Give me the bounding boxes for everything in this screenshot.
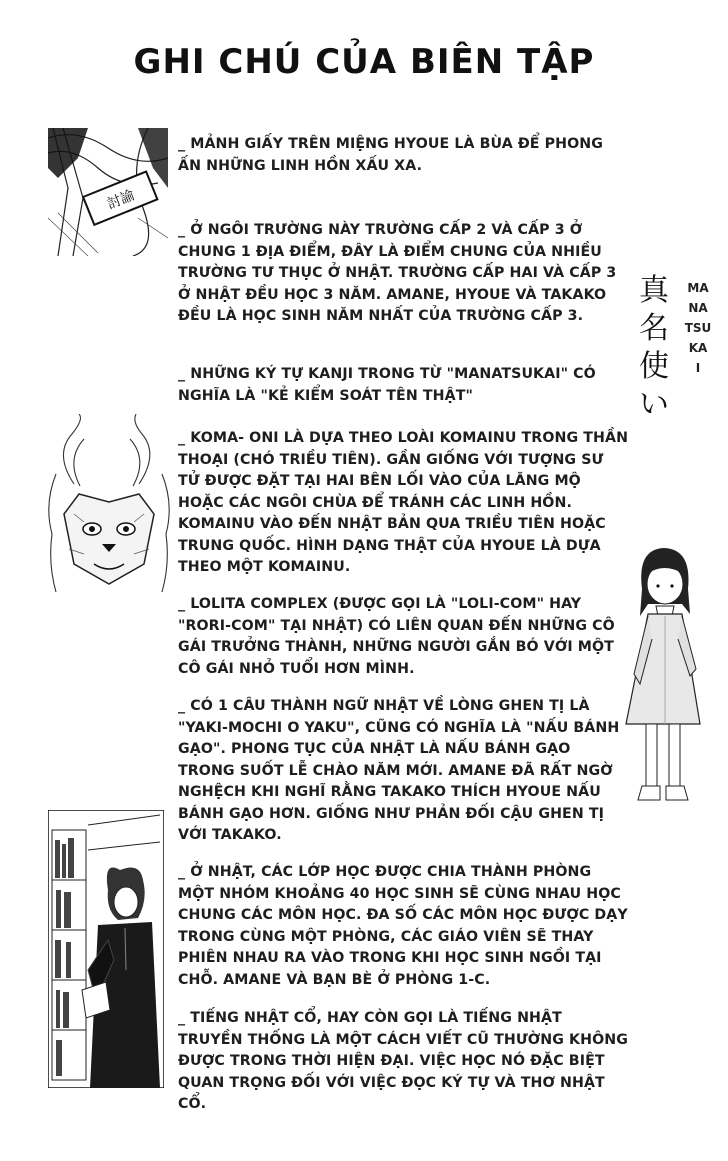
note-school-system: _ Ở NGÔI TRƯỜNG NÀY TRƯỜNG CẤP 2 VÀ CẤP 3 Ở CHUNG 1 ĐỊA ĐIỂM, ĐÂY LÀ ĐIỂM CHUNG CỦA NHIỀU TRƯỜNG TƯ THỤC Ở NHẬT. TRƯỜNG CẤP HAI VÀ CẤP 3 Ở NHẬT ĐỀU HỌC 3 NĂM. AMANE, HYOUE VÀ TAKAKO ĐỀU LÀ HỌC SINH NĂM NHẤT CỦA TRƯỜNG CẤP 3. [178,222,617,324]
svg-text:討諭: 討諭 [105,187,137,213]
manatsukai-romaji: MA NA TSU KA I [684,281,712,375]
note-lolita-complex: _ LOLITA COMPLEX (ĐƯỢC GỌI LÀ "LOLI-COM" HAY "RORI-COM" TẠI NHẬT) CÓ LIÊN QUAN ĐẾN NHỮNG CÔ GÁI TRƯỞNG THÀNH, NHỮNG NGƯỜI GẮN BÓ VỚI MỘT CÔ GÁI NHỎ TUỔI HƠN MÌNH. [178,596,615,677]
note-yakimochi: _ CÓ 1 CÂU THÀNH NGỮ NHẬT VỀ LÒNG GHEN TỊ LÀ "YAKI-MOCHI O YAKU", CŨNG CÓ NGHĨA LÀ "NẤU BÁNH GẠO". PHONG TỤC CỦA NHẬT LÀ NẤU BÁNH GẠO TRONG SUỐT LỄ CHÀO NĂM MỚI. AMANE ĐÃ RẤT NGỜ NGHỆCH KHI NGHĨ RẰNG TAKAKO THÍCH HYOUE NẤU BÁNH GẠO HƠN. GIỐNG NHƯ PHẢN ĐỐI CẬU GHEN TỊ VỚI TAKAKO. [178,698,620,843]
page-title: GHI CHÚ CỦA BIÊN TẬP [133,42,595,82]
note-old-japanese: _ TIẾNG NHẬT CỔ, HAY CÒN GỌI LÀ TIẾNG NHẬT TRUYỀN THỐNG LÀ MỘT CÁCH VIẾT CŨ THƯỜNG KHÔNG ĐƯỢC TRONG THỜI HIỆN ĐẠI. VIỆC HỌC NÓ ĐẶC BIỆT QUAN TRỌNG ĐỐI VỚI VIỆC ĐỌC KÝ TỰ VÀ THƠ NHẬT CỔ. [178,1010,628,1112]
manatsukai-kanji: 真 名 使 い [639,273,669,422]
note-koma-oni: _ KOMA- ONI LÀ DỰA THEO LOÀI KOMAINU TRONG THẦN THOẠI (CHÓ TRIỀU TIÊN). GẦN GIỐNG VỚI TƯỢNG SƯ TỬ ĐƯỢC ĐẶT TẠI HAI BÊN LỐI VÀO CỦA LĂNG MỘ HOẶC CÁC NGÔI CHÙA ĐỂ TRÁNH CÁC LINH HỒN. KOMAINU VÀO ĐẾN NHẬT BẢN QUA TRIỀU TIÊN HOẶC TRUNG QUỐC. HÌNH DẠNG THẬT CỦA HYOUE LÀ DỰA THEO MỘT KOMAINU. [178,430,629,575]
note-kanji-manatsukai: _ NHỮNG KÝ TỰ KANJI TRONG TỪ "MANATSUKAI" CÓ NGHĨA LÀ "KẺ KIỂM SOÁT TÊN THẬT" [178,366,596,404]
komainu-face-illustration [44,414,174,592]
hyoue-talisman-illustration [48,128,168,256]
note-classrooms: _ Ở NHẬT, CÁC LỚP HỌC ĐƯỢC CHIA THÀNH PHÒNG MỘT NHÓM KHOẢNG 40 HỌC SINH SẼ CÙNG NHAU HỌC CHUNG CÁC MÔN HỌC. ĐA SỐ CÁC MÔN HỌC ĐƯỢC DẠY TRONG CÙNG MỘT PHÒNG, CÁC GIÁO VIÊN SẼ THAY PHIÊN NHAU RA VÀO TRONG KHI HỌC SINH NGỒI TẠI CHỖ. AMANE VÀ BẠN BÈ Ở PHÒNG 1-C. [178,864,628,988]
manatsukai-vertical-title [636,272,716,422]
note-talisman: _ MẢNH GIẤY TRÊN MIỆNG HYOUE LÀ BÙA ĐỂ PHONG ẤN NHỮNG LINH HỒN XẤU XA. [178,136,603,174]
library-bookshelf-illustration [48,810,164,1088]
